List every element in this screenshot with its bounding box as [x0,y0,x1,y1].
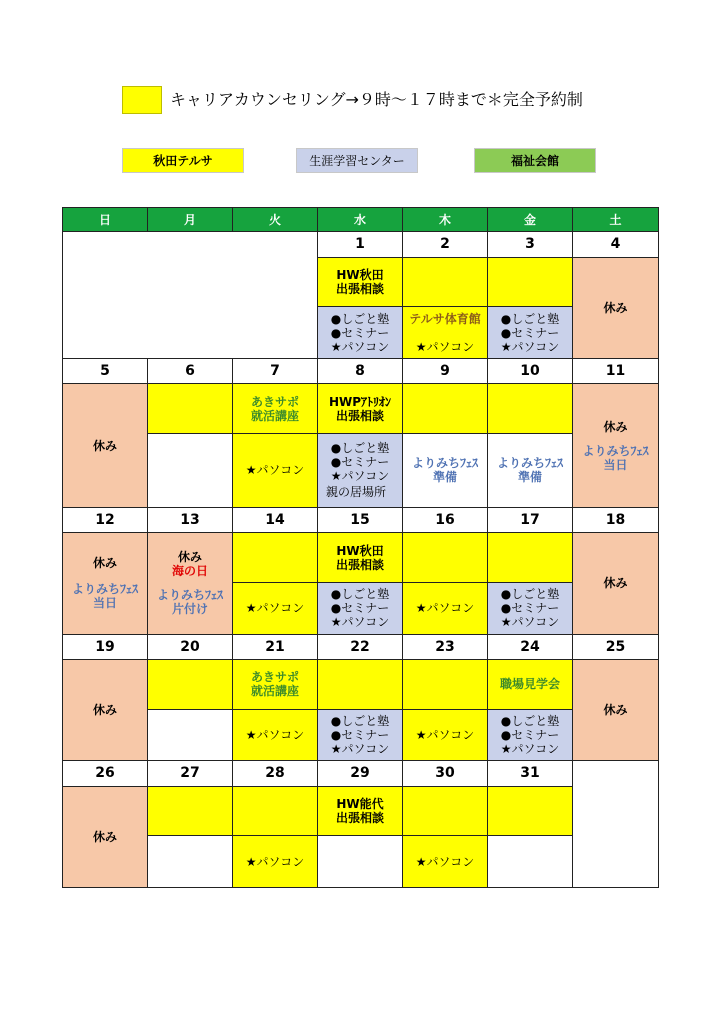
event-1-top: HW秋田 出張相談 [318,257,403,307]
event-7-bottom: ★パソコン [233,433,318,507]
day-27: 27 [148,761,233,786]
day-22: 22 [318,634,403,659]
day-28: 28 [233,761,318,786]
event-22-top [318,659,403,709]
event-6-bottom [148,433,233,507]
legend-swatch [122,86,162,114]
weekday-wed: 水 [318,208,403,232]
empty-days [63,232,318,359]
event-17-bottom [488,582,573,634]
venue-akita-terusa: 秋田テルサ [122,148,244,173]
week4-top-row [63,659,659,709]
event-5-closed: 休み [63,384,148,508]
day-2: 2 [403,232,488,257]
event-2-venue: テルサ体育館 [409,311,481,326]
event-16-bottom: ★パソコン [403,582,488,634]
legend-text: キャリアカウンセリング→９時～１７時まで＊完全予約制 [170,90,583,109]
weekday-fri: 金 [488,208,573,232]
event-24-bottom [488,709,573,761]
event-12 [63,533,148,634]
event-21-top: あきサポ 就活講座 [233,659,318,709]
day-8: 8 [318,358,403,383]
venue-lifelong-learning-center: 生涯学習センター [296,148,418,173]
event-12-closed: 休み [92,556,117,571]
day-23: 23 [403,634,488,659]
day-4: 4 [573,232,659,257]
event-11 [573,384,659,508]
event-13 [148,533,233,634]
day-30: 30 [403,761,488,786]
event-3-bottom [488,307,573,359]
event-17-top [488,533,573,583]
event-24-top: 職場見学会 [488,659,573,709]
event-21-bottom: ★パソコン [233,709,318,761]
week1-number-row [63,232,659,257]
event-2-top [403,257,488,307]
calendar-table [62,207,659,888]
day-1: 1 [318,232,403,257]
day-5: 5 [63,358,148,383]
day-18: 18 [573,507,659,532]
weekday-thu: 木 [403,208,488,232]
event-20-top [148,659,233,709]
event-8-top: HWPｱﾄﾘｵﾝ 出張相談 [318,384,403,434]
event-23-bottom: ★パソコン [403,709,488,761]
event-25-closed: 休み [573,659,659,760]
event-24-list: ●しごと塾 ●セミナー ★パソコン [500,713,560,756]
day-29: 29 [318,761,403,786]
event-8-bottom [318,433,403,507]
event-6-top [148,384,233,434]
event-1-bottom [318,307,403,359]
weekday-header-row [63,208,659,232]
event-30-top [403,786,488,836]
event-28-bottom: ★パソコン [233,836,318,888]
event-31-bottom [488,836,573,888]
event-13-closed: 休み [177,550,202,565]
event-3-top [488,257,573,307]
event-14-bottom: ★パソコン [233,582,318,634]
day-31: 31 [488,761,573,786]
week2-top-row [63,384,659,434]
event-1-list: ●しごと塾 ●セミナー ★パソコン [330,311,390,354]
event-15-list: ●しごと塾 ●セミナー ★パソコン [330,587,390,630]
event-18-closed: 休み [573,533,659,634]
day-6: 6 [148,358,233,383]
event-2-bottom [403,307,488,359]
day-13: 13 [148,507,233,532]
event-14-top [233,533,318,583]
week4-number-row [63,634,659,659]
day-26: 26 [63,761,148,786]
week2-number-row [63,358,659,383]
week5-top-row [63,786,659,836]
event-29-bottom [318,836,403,888]
week5-bottom-row [63,836,659,888]
day-15: 15 [318,507,403,532]
event-22-list: ●しごと塾 ●セミナー ★パソコン [330,713,390,756]
day-11: 11 [573,358,659,383]
event-31-top [488,786,573,836]
day-24: 24 [488,634,573,659]
week3-number-row [63,507,659,532]
event-15-top: HW秋田 出張相談 [318,533,403,583]
event-27-bottom [148,836,233,888]
event-30-bottom: ★パソコン [403,836,488,888]
event-27-top [148,786,233,836]
event-20-bottom [148,709,233,761]
event-26-closed: 休み [63,786,148,887]
day-12: 12 [63,507,148,532]
event-9-top [403,384,488,434]
day-9: 9 [403,358,488,383]
weekday-sat: 土 [573,208,659,232]
day-21: 21 [233,634,318,659]
event-10-top [488,384,573,434]
day-14: 14 [233,507,318,532]
event-8-extra: 親の居場所 [326,485,387,500]
event-11-closed: 休み [603,419,628,434]
weekday-mon: 月 [148,208,233,232]
day-19: 19 [63,634,148,659]
week4-bottom-row [63,709,659,761]
week2-bottom-row [63,433,659,507]
venue-welfare-hall: 福祉会館 [474,148,596,173]
event-17-list: ●しごと塾 ●セミナー ★パソコン [500,587,560,630]
event-7-top: あきサポ 就活講座 [233,384,318,434]
day-17: 17 [488,507,573,532]
event-19-closed: 休み [63,659,148,760]
event-12-fes: よりみちﾌｪｽ 当日 [71,582,138,611]
event-4-closed: 休み [573,257,659,358]
day-16: 16 [403,507,488,532]
week3-top-row [63,533,659,583]
event-22-bottom [318,709,403,761]
event-13-fes: よりみちﾌｪｽ 片付け [156,588,223,617]
day-3: 3 [488,232,573,257]
week5-number-row [63,761,659,786]
day-7: 7 [233,358,318,383]
event-3-list: ●しごと塾 ●セミナー ★パソコン [500,311,560,354]
event-9-bottom: よりみちﾌｪｽ 準備 [403,433,488,507]
empty-day-end [573,761,659,888]
weekday-sun: 日 [63,208,148,232]
weekday-tue: 火 [233,208,318,232]
event-10-bottom: よりみちﾌｪｽ 準備 [488,433,573,507]
day-20: 20 [148,634,233,659]
event-16-top [403,533,488,583]
event-8-list: ●しごと塾 ●セミナー ★パソコン [330,441,390,484]
event-11-fes: よりみちﾌｪｽ 当日 [582,443,649,472]
day-25: 25 [573,634,659,659]
day-10: 10 [488,358,573,383]
event-2-pc: ★パソコン [415,339,475,354]
event-15-bottom [318,582,403,634]
event-28-top [233,786,318,836]
event-29-top: HW能代 出張相談 [318,786,403,836]
event-23-top [403,659,488,709]
event-13-holiday: 海の日 [171,564,208,579]
